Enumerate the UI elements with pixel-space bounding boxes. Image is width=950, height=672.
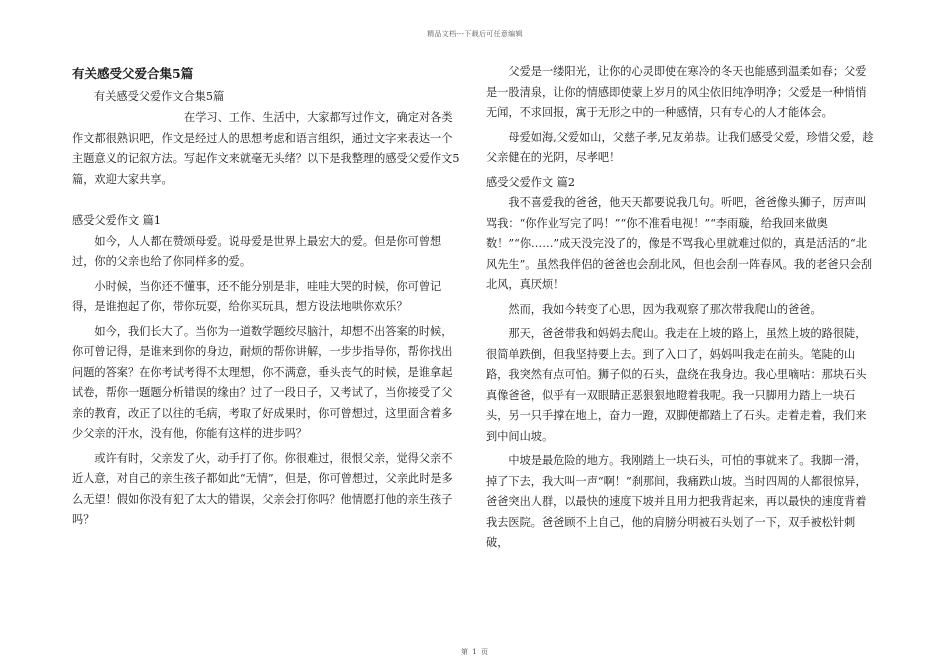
closing-paragraph-1: 父爱是一缕阳光，让你的心灵即使在寒冷的冬天也能感到温柔如春；父爱是一股清泉，让你的情感即使蒙上岁月的风尘依旧纯净明净；父爱是一种悄悄无闻，不求回报，寓于无形之中的一种感情，只有专心的人才能体会。 [486, 65, 867, 119]
right-column [486, 62, 876, 554]
essay1-paragraph-2: 小时候，当你还不懂事，还不能分别是非，哇哇大哭的时候，你可曾记得，是谁抱起了你，带你玩耍，给你买玩具，想方设法地哄你欢乐？ [72, 279, 442, 313]
essay2-paragraph-3: 那天，爸爸带我和妈妈去爬山。我走在上坡的路上，虽然上坡的路很陡，很简单跌倒，但我坚持要上去。到了入口了，妈妈叫我走在前头。笔陡的山路，我突然有点可怕。狮子似的石头，盘绕在我身边。我心里嘀咕：那块石头真像爸爸，似乎有一双眼睛正恶狠狠地瞪着我呢。我一只脚用力踏上一块石头，另一只手撑在地上，奋力一蹬，双脚便都踏上了石头。走着走着，我们来到中间山坡。 [486, 327, 867, 443]
essay2-paragraph-2: 然而，我如今转变了心思，因为我观察了那次带我爬山的爸爸。 [508, 302, 822, 316]
essay2-paragraph-4: 中坡是最危险的地方。我刚踏上一块石头，可怕的事就来了。我脚一滑，掉了下去，我大叫一声“啊！”刹那间，我痛跌山坡。当时四周的人都很惊异，爸爸突出人群，以最快的速度下坡并且用力把我背起来，再以最快的速度背着我去医院。爸爸顾不上自己，他的肩膀分明被石头划了一下，双手被松针刺破， [486, 454, 867, 549]
page-number: 第 1 页 [461, 648, 489, 656]
essay1-paragraph-3: 如今，我们长大了。当你为一道数学题绞尽脑汁，却想不出答案的时候，你可曾记得，是谁来到你的身边，耐烦的帮你讲解，一步步指导你，帮你找出问题的答案？在你考试考得不太理想，你不满意，垂头丧气的时候，是谁拿起试卷，帮你一题题分析错误的缘由？过了一段日子，又考试了，当你接受了父亲的教育，改正了以往的毛病，考取了好成果时，你可曾想过，这里面含着多少父亲的汗水，没有他，你能有这样的进步吗？ [72, 324, 453, 440]
essay2-heading: 感受父爱作文 篇2 [486, 175, 575, 189]
closing-paragraph-2: 母爱如海,父爱如山，父慈子孝,兄友弟恭。让我们感受父爱，珍惜父爱，趁父亲健在的光阴，尽孝吧！ [486, 130, 874, 164]
essay1-paragraph-4: 或许有时，父亲发了火，动手打了你。你很难过，很恨父亲，觉得父亲不近人意，对自己的亲生孩子都如此“无情”，但是，你可曾想过，父亲此时是多么无望！假如你没有犯了太大的错误，父亲会打你吗？他情愿打他的亲生孩子吗？ [72, 451, 453, 526]
essay1-paragraph-1: 如今，人人都在赞颂母爱。说母爱是世界上最宏大的爱。但是你可曾想过，你的父亲也给了你同样多的爱。 [72, 234, 442, 268]
page-header: 精品文档---下载后可任意编辑 [427, 30, 523, 38]
essay2-paragraph-1: 我不喜爱我的爸爸，他天天都要说我几句。听吧，爸爸像头狮子，厉声叫骂我：“你作业写完了吗！”“你不准看电视！”“李雨璇，给我回来做奥数！”“你……”成天没完没了的，像是不骂我心里就难过似的，真是活活的“北风先生”。虽然我伴侣的爸爸也会刮北风，但也会刮一阵春风。我的老爸只会刮北风，真厌烦！ [486, 196, 873, 291]
left-column [72, 62, 460, 531]
intro-paragraph: 在学习、工作、生活中，大家都写过作文，确定对各类作文都很熟识吧，作文是经过人的思想考虑和语言组织，通过文字来表达一个主题意义的记叙方法。写起作文来就毫无头绪？以下是我整理的感受父爱作文5篇，欢迎大家共享。 [72, 111, 460, 186]
essay1-heading: 感受父爱作文 篇1 [72, 214, 161, 227]
document-subtitle: 有关感受父爱作文合集5篇 [94, 90, 225, 103]
document-title: 有关感受父爱合集5篇 [72, 66, 194, 81]
